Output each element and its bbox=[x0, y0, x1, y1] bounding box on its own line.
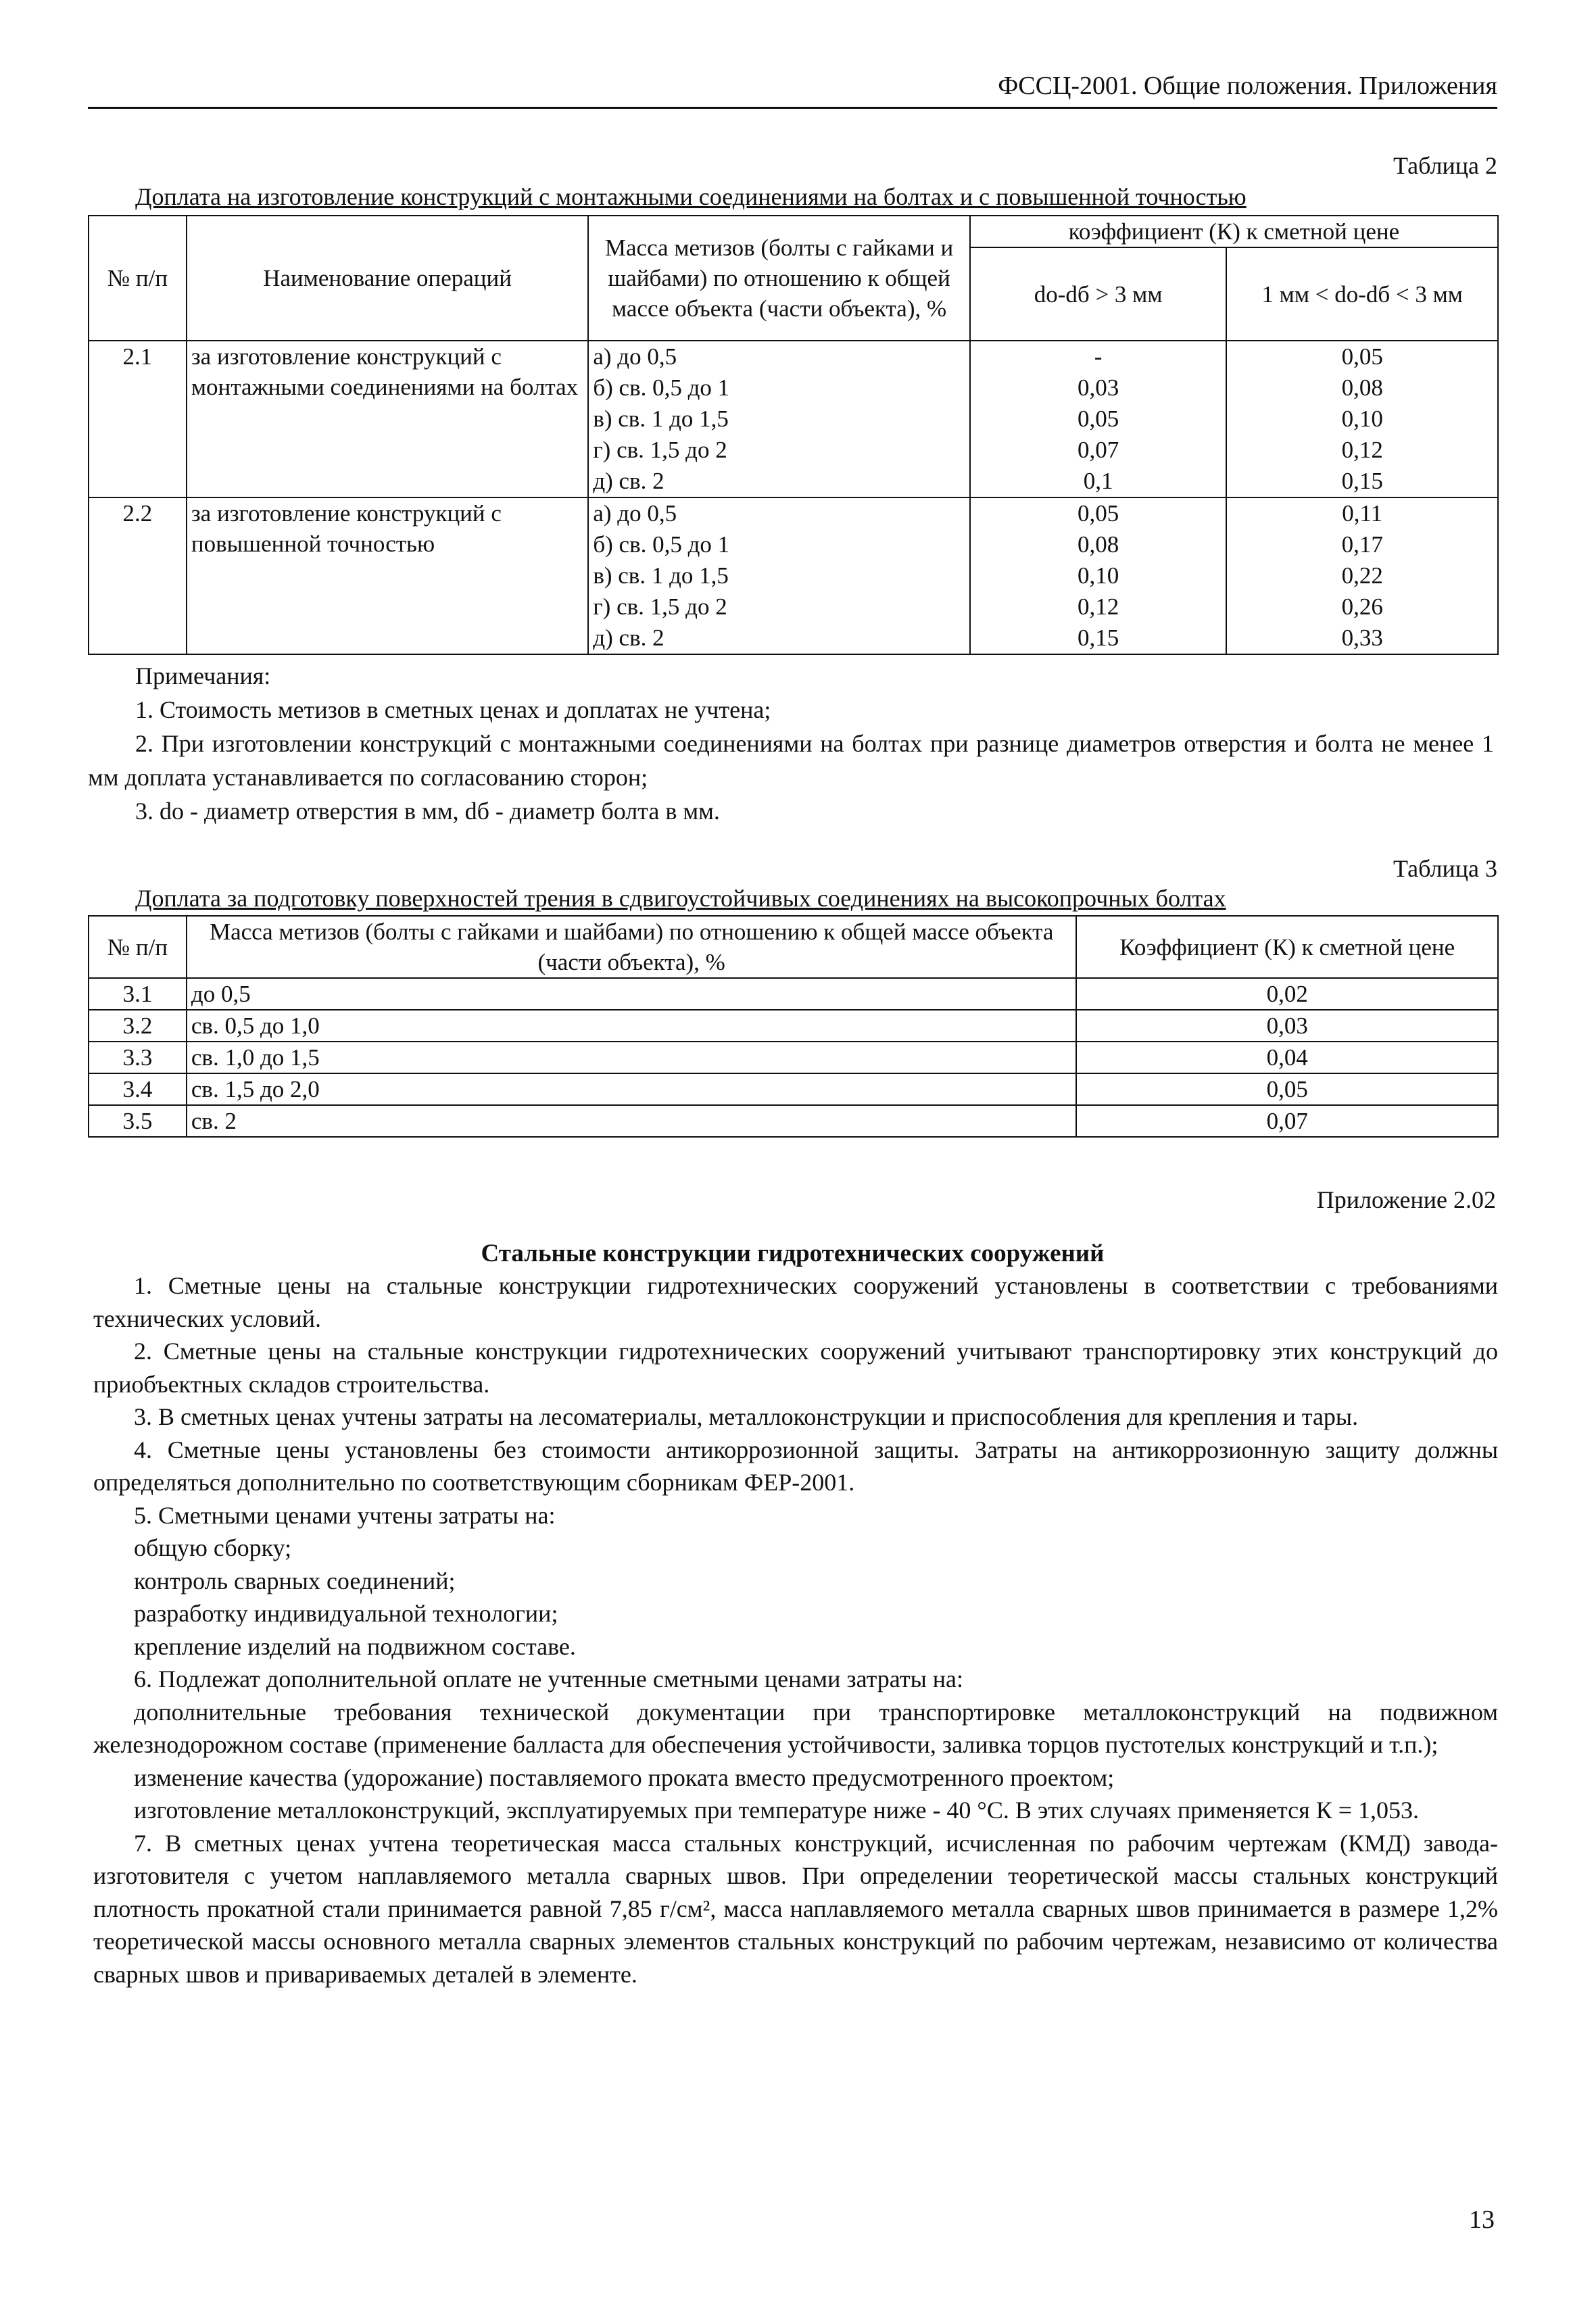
t2-k2-item: 0,11 bbox=[1342, 500, 1383, 527]
t2-k1-item: 0,12 bbox=[1077, 593, 1119, 620]
table-row bbox=[89, 978, 1498, 1010]
t3-row-num: 3.5 bbox=[89, 1105, 187, 1137]
t2-mass-item: г) св. 1,5 до 2 bbox=[593, 437, 727, 463]
table2-notes bbox=[88, 659, 1494, 828]
paragraph: разработку индивидуальной технологии; bbox=[134, 1600, 558, 1627]
notes-title: Примечания: bbox=[135, 662, 271, 689]
table-row bbox=[89, 1105, 1498, 1137]
table3-caption: Доплата за подготовку поверхностей трения в сдвигоустойчивых соединениях на высокопрочных болтах bbox=[135, 885, 1226, 912]
table2-caption: Доплата на изготовление конструкций с монтажными соединениями на болтах и с повышенной точностью bbox=[135, 183, 1247, 210]
t2-row-num: 2.1 bbox=[89, 341, 187, 497]
paragraph: контроль сварных соединений; bbox=[134, 1567, 456, 1594]
t2-header-mass: Масса метизов (болты с гайками и шайбами) по отношению к общей массе объекта (части объекта), % bbox=[588, 216, 969, 341]
t2-k1-item: 0,03 bbox=[1077, 374, 1119, 401]
t3-header-mass: Масса метизов (болты с гайками и шайбами) по отношению к общей массе объекта (части объекта), % bbox=[187, 916, 1077, 978]
t2-row-mass bbox=[588, 341, 969, 497]
table-row bbox=[89, 341, 1498, 497]
paragraph: общую сборку; bbox=[134, 1534, 292, 1561]
t2-row-k2 bbox=[1226, 341, 1498, 497]
t2-k1-item: 0,15 bbox=[1077, 625, 1119, 651]
t3-row-mass: св. 1,5 до 2,0 bbox=[187, 1073, 1077, 1105]
table-row bbox=[89, 497, 1498, 654]
paragraph: крепление изделий на подвижном составе. bbox=[134, 1632, 576, 1660]
t2-mass-item: б) св. 0,5 до 1 bbox=[593, 531, 730, 558]
t2-header-coef-b: 1 мм < do-dб < 3 мм bbox=[1226, 247, 1498, 341]
t3-row-num: 3.3 bbox=[89, 1042, 187, 1073]
paragraph: изменение качества (удорожание) поставляемого проката вместо предусмотренного проектом; bbox=[134, 1763, 1115, 1791]
t2-k1-item: 0,05 bbox=[1077, 500, 1119, 527]
t2-row-k1 bbox=[970, 497, 1227, 654]
t2-k1-item: 0,05 bbox=[1077, 406, 1119, 432]
section-title: Стальные конструкции гидротехнических сооружений bbox=[481, 1240, 1105, 1267]
t3-row-k: 0,03 bbox=[1076, 1010, 1498, 1042]
t2-mass-item: а) до 0,5 bbox=[593, 343, 677, 370]
t3-row-mass: св. 2 bbox=[187, 1105, 1077, 1137]
t3-header-coef: Коэффициент (К) к сметной цене bbox=[1076, 916, 1498, 978]
t2-k2-item: 0,12 bbox=[1341, 437, 1383, 463]
t2-mass-item: б) св. 0,5 до 1 bbox=[593, 374, 730, 401]
t2-k2-item: 0,33 bbox=[1341, 625, 1383, 651]
table2-label: Таблица 2 bbox=[1393, 152, 1497, 179]
t2-row-mass bbox=[588, 497, 969, 654]
t2-k2-item: 0,08 bbox=[1341, 374, 1383, 401]
t2-k1-item: - bbox=[1094, 343, 1103, 370]
t2-k1-item: 0,10 bbox=[1077, 562, 1119, 589]
t3-row-k: 0,07 bbox=[1076, 1105, 1498, 1137]
table3 bbox=[88, 915, 1499, 1138]
t3-row-num: 3.1 bbox=[89, 978, 187, 1010]
t3-row-mass: св. 1,0 до 1,5 bbox=[187, 1042, 1077, 1073]
t2-k2-item: 0,05 bbox=[1341, 343, 1383, 370]
t2-k2-item: 0,26 bbox=[1341, 593, 1383, 620]
t2-mass-item: а) до 0,5 bbox=[593, 500, 677, 527]
t2-header-num: № п/п bbox=[89, 216, 187, 341]
t2-row-num: 2.2 bbox=[89, 497, 187, 654]
page-header: ФССЦ-2001. Общие положения. Приложения bbox=[88, 69, 1497, 109]
appendix-body bbox=[93, 1269, 1498, 1991]
paragraph: изготовление металлоконструкций, эксплуатируемых при температуре ниже - 40 °С. В этих случаях применяется К = 1,053. bbox=[134, 1797, 1420, 1824]
paragraph: 2. Сметные цены на стальные конструкции гидротехнических сооружений учитывают транспортировку этих конструкций до приобъектных складов строительства. bbox=[93, 1338, 1498, 1398]
table2 bbox=[88, 215, 1499, 655]
t2-k1-item: 0,07 bbox=[1077, 437, 1119, 463]
note-item: 3. do - диаметр отверстия в мм, dб - диаметр болта в мм. bbox=[135, 798, 720, 825]
t2-row-k1 bbox=[970, 341, 1227, 497]
t2-header-coef: коэффициент (К) к сметной цене bbox=[970, 216, 1498, 247]
t3-row-mass: св. 0,5 до 1,0 bbox=[187, 1010, 1077, 1042]
t3-row-mass: до 0,5 bbox=[187, 978, 1077, 1010]
t2-k2-item: 0,15 bbox=[1341, 468, 1383, 494]
note-item: 2. При изготовлении конструкций с монтажными соединениями на болтах при разнице диаметров отверстия и болта не менее 1 мм доплата устанавливается по согласованию сторон; bbox=[88, 730, 1494, 791]
t2-row-name: за изготовление конструкций с повышенной точностью bbox=[187, 497, 588, 654]
page-number: 13 bbox=[1469, 2206, 1495, 2234]
t2-row-k2 bbox=[1226, 497, 1498, 654]
t2-row-name: за изготовление конструкций с монтажными соединениями на болтах bbox=[187, 341, 588, 497]
table-row bbox=[89, 1073, 1498, 1105]
t3-row-num: 3.4 bbox=[89, 1073, 187, 1105]
t3-row-k: 0,04 bbox=[1076, 1042, 1498, 1073]
t2-k2-item: 0,17 bbox=[1341, 531, 1383, 558]
t2-mass-item: д) св. 2 bbox=[593, 468, 664, 494]
t2-mass-item: в) св. 1 до 1,5 bbox=[593, 562, 729, 589]
paragraph: 7. В сметных ценах учтена теоретическая масса стальных конструкций, исчисленная по рабочим чертежам (КМД) завода-изготовителя с учетом наплавляемого металла сварных швов. При определении теоретической массы стальных конструкций плотность прокатной стали принимается равной 7,85 г/см², масса наплавляемого металла сварных швов принимается в размере 1,2% теоретической массы основного металла сварных элементов стальных конструкций по рабочим чертежам, независимо от количества сварных швов и привариваемых деталей в элементе. bbox=[93, 1829, 1498, 1988]
appendix-label: Приложение 2.02 bbox=[1316, 1186, 1496, 1213]
t3-row-k: 0,05 bbox=[1076, 1073, 1498, 1105]
table-row bbox=[89, 1042, 1498, 1073]
table-row bbox=[89, 1010, 1498, 1042]
t2-k1-item: 0,08 bbox=[1077, 531, 1119, 558]
paragraph: 4. Сметные цены установлены без стоимости антикоррозионной защиты. Затраты на антикоррозионную защиту должны определяться дополнительно по соответствующим сборникам ФЕР-2001. bbox=[93, 1436, 1498, 1496]
paragraph: дополнительные требования технической документации при транспортировке металлоконструкций на подвижном железнодорожном составе (применение балласта для обеспечения устойчивости, заливка торцов пустотелых конструкций и т.п.); bbox=[93, 1698, 1498, 1758]
t3-row-num: 3.2 bbox=[89, 1010, 187, 1042]
paragraph: 3. В сметных ценах учтены затраты на лесоматериалы, металлоконструкции и приспособления для крепления и тары. bbox=[134, 1403, 1359, 1430]
t2-header-name: Наименование операций bbox=[187, 216, 588, 341]
table3-label: Таблица 3 bbox=[1393, 855, 1497, 882]
note-item: 1. Стоимость метизов в сметных ценах и доплатах не учтена; bbox=[135, 696, 771, 723]
t2-k2-item: 0,10 bbox=[1341, 406, 1383, 432]
t2-mass-item: д) св. 2 bbox=[593, 625, 664, 651]
t2-header-coef-a: do-dб > 3 мм bbox=[970, 247, 1227, 341]
t2-mass-item: г) св. 1,5 до 2 bbox=[593, 593, 727, 620]
t3-row-k: 0,02 bbox=[1076, 978, 1498, 1010]
t2-k1-item: 0,1 bbox=[1083, 468, 1113, 494]
paragraph: 6. Подлежат дополнительной оплате не учтенные сметными ценами затраты на: bbox=[134, 1665, 964, 1692]
t2-k2-item: 0,22 bbox=[1341, 562, 1383, 589]
t3-header-num: № п/п bbox=[89, 916, 187, 978]
paragraph: 1. Сметные цены на стальные конструкции гидротехнических сооружений установлены в соответствии с требованиями технических условий. bbox=[93, 1272, 1498, 1332]
t2-mass-item: в) св. 1 до 1,5 bbox=[593, 406, 729, 432]
paragraph: 5. Сметными ценами учтены затраты на: bbox=[134, 1501, 556, 1529]
